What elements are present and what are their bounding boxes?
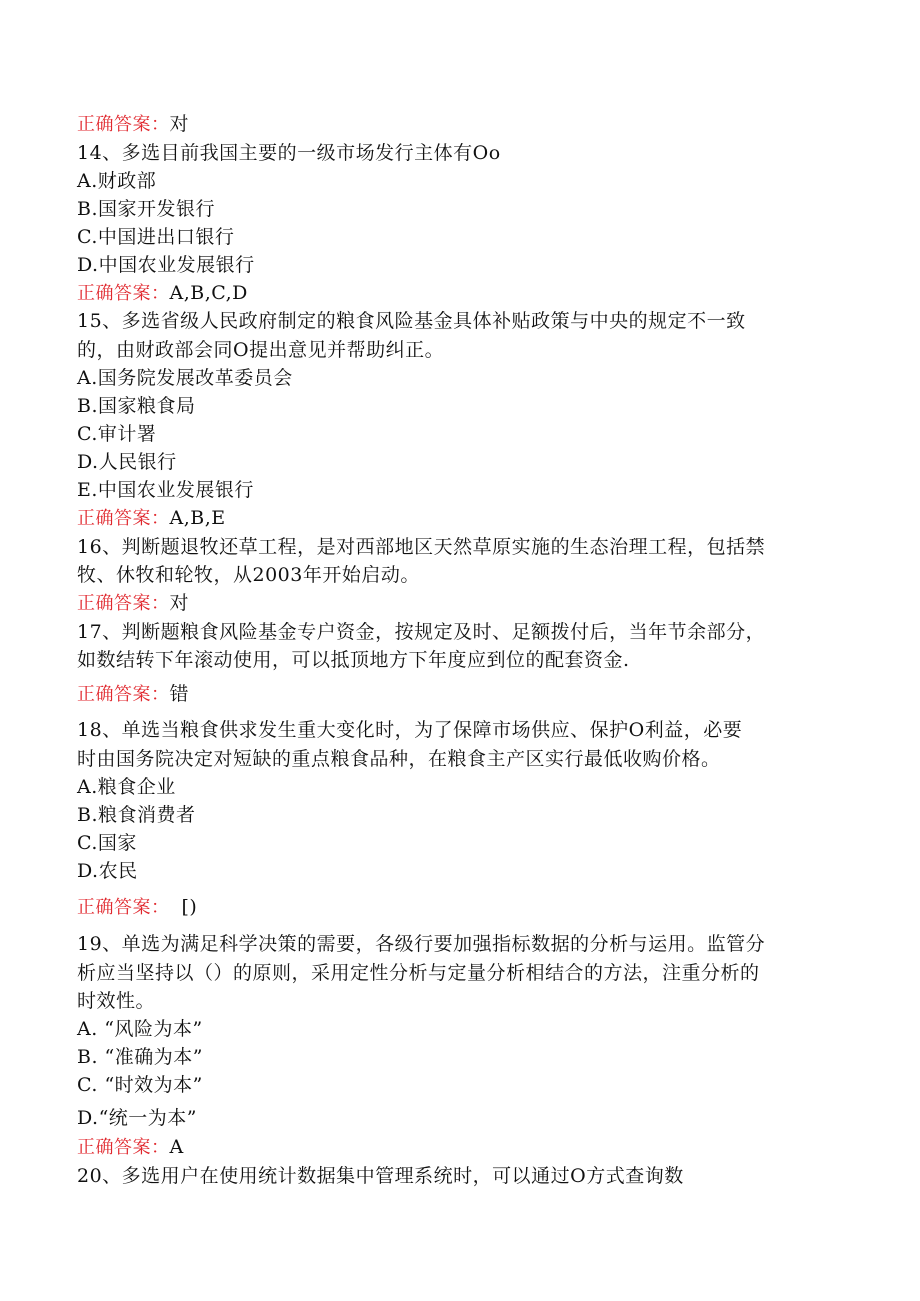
q15-option-b: B.国家粮食局 <box>77 395 196 417</box>
q15-stem-line-1: 15、多选省级人民政府制定的粮食风险基金具体补贴政策与中央的规定不一致 <box>77 310 746 332</box>
q18-option-b: B.粮食消费者 <box>77 804 196 826</box>
q19-stem-line-3: 时效性。 <box>77 990 156 1012</box>
answer-label: 正确答案： <box>77 897 170 918</box>
q14-option-a: A.财政部 <box>77 170 157 192</box>
answer-label: 正确答案： <box>77 593 170 614</box>
q16-stem-line-1: 16、判断题退牧还草工程，是对西部地区天然草原实施的生态治理工程，包括禁 <box>77 536 766 558</box>
q18-option-c: C.国家 <box>77 832 137 854</box>
q16-answer-line <box>77 591 189 616</box>
q19-answer-line <box>77 1135 184 1160</box>
q13-answer: 对 <box>169 113 190 135</box>
q17-stem-line-2: 如数结转下年滚动使用，可以抵顶地方下年度应到位的配套资金. <box>77 649 630 671</box>
q14-option-b: B.国家开发银行 <box>77 198 216 220</box>
q14-option-d: D.中国农业发展银行 <box>77 254 255 276</box>
q19-option-c: C. “时效为本” <box>77 1074 203 1096</box>
q16-stem-line-2: 牧、休牧和轮牧，从2003年开始启动。 <box>77 564 420 586</box>
q18-stem-line-2: 时由国务院决定对短缺的重点粮食品种，在粮食主产区实行最低收购价格。 <box>77 748 721 770</box>
q18-stem-line-1: 18、单选当粮食供求发生重大变化时，为了保障市场供应、保护O利益，必要 <box>77 719 743 741</box>
q17-stem-line-1: 17、判断题粮食风险基金专户资金，按规定及时、足额拨付后，当年节余部分， <box>77 621 766 643</box>
q19-option-b: B. “准确为本” <box>77 1046 203 1068</box>
q16-answer: 对 <box>169 592 190 614</box>
q14-answer-line <box>77 281 248 306</box>
q15-option-a: A.国务院发展改革委员会 <box>77 367 293 389</box>
q20-stem-line-1: 20、多选用户在使用统计数据集中管理系统时，可以通过O方式查询数 <box>77 1165 684 1187</box>
q19-option-d: D.“统一为本” <box>77 1107 198 1129</box>
q15-option-d: D.人民银行 <box>77 451 177 473</box>
q15-answer-line <box>77 506 226 531</box>
q18-answer: [) <box>181 896 198 918</box>
q15-answer: A,B,E <box>169 507 226 529</box>
q15-option-c: C.审计署 <box>77 423 157 445</box>
answer-label: 正确答案： <box>77 684 170 705</box>
answer-label: 正确答案： <box>77 283 170 304</box>
q14-answer: A,B,C,D <box>169 282 248 304</box>
q13-answer-line <box>77 112 189 137</box>
q14-option-c: C.中国进出口银行 <box>77 226 235 248</box>
q14-stem: 14、多选目前我国主要的一级市场发行主体有Oo <box>77 142 501 164</box>
q18-option-d: D.农民 <box>77 860 138 882</box>
q15-stem-line-2: 的，由财政部会同O提出意见并帮助纠正。 <box>77 339 445 361</box>
q15-option-e: E.中国农业发展银行 <box>77 479 254 501</box>
q19-option-a: A. “风险为本” <box>77 1018 203 1040</box>
q18-answer-line <box>77 895 197 920</box>
q18-option-a: A.粮食企业 <box>77 776 176 798</box>
q19-stem-line-2: 析应当坚持以（）的原则，采用定性分析与定量分析相结合的方法，注重分析的 <box>77 962 760 984</box>
answer-label: 正确答案： <box>77 508 170 529</box>
answer-label: 正确答案： <box>77 1137 170 1158</box>
q19-stem-line-1: 19、单选为满足科学决策的需要，各级行要加强指标数据的分析与运用。监管分 <box>77 933 766 955</box>
q17-answer: 错 <box>169 683 190 705</box>
q17-answer-line <box>77 682 189 707</box>
q19-answer: A <box>169 1136 184 1158</box>
answer-label: 正确答案： <box>77 114 170 135</box>
